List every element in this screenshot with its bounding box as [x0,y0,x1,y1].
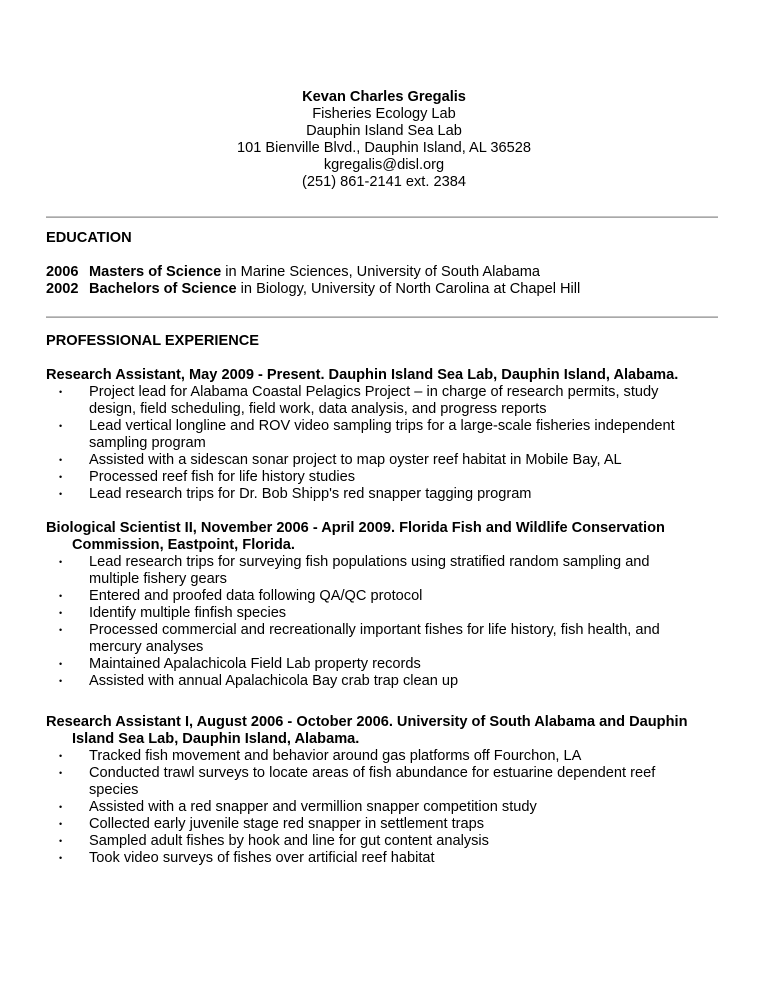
list-item: • Lead vertical longline and ROV video sampling trips for a large-scale fisheries independent sampling program [59,418,675,451]
bullet-icon: • [59,489,63,499]
list-item: • Identify multiple finfish species [59,605,287,621]
list-item: • Entered and proofed data following QA/QC protocol [59,588,423,604]
bullet-icon: • [59,802,63,812]
email-address: kgregalis@disl.org [323,157,445,173]
education-heading: EDUCATION [46,230,132,246]
bullet-icon: • [59,608,63,618]
education-year: 2006 [46,264,79,280]
person-name: Kevan Charles Gregalis [302,89,466,105]
mailing-address: 101 Bienville Blvd., Dauphin Island, AL 36528 [237,140,531,156]
list-item: • Tracked fish movement and behavior around gas platforms off Fourchon, LA [59,748,582,764]
experience-heading: PROFESSIONAL EXPERIENCE [46,333,260,349]
education-detail: in Marine Sciences, University of South Alabama [221,264,541,280]
bullet-icon: • [59,625,63,635]
bullet-icon: • [59,836,63,846]
job-entry [46,714,726,867]
list-item: • Took video surveys of fishes over artificial reef habitat [59,850,435,866]
list-item: • Collected early juvenile stage red snapper in settlement traps [59,816,485,832]
list-item: • Maintained Apalachicola Field Lab property records [59,656,421,672]
job-duties [46,384,726,503]
divider [46,216,718,218]
bullet-icon: • [59,591,63,601]
job-entry [46,367,726,503]
bullet-icon: • [59,472,63,482]
job-title: Biological Scientist II, November 2006 - April 2009. Florida Fish and Wildlife Conservation Commission, Eastpoint, Florida. [46,520,665,553]
bullet-icon: • [59,387,63,397]
contact-header [0,89,768,191]
bullet-icon: • [59,768,63,778]
job-title: Research Assistant I, August 2006 - October 2006. University of South Alabama and Dauphin Island Sea Lab, Dauphin Island, Alabama. [46,714,688,747]
job-duties [46,554,726,690]
bullet-icon: • [59,676,63,686]
list-item: • Lead research trips for Dr. Bob Shipp's red snapper tagging program [59,486,532,502]
list-item: • Conducted trawl surveys to locate areas of fish abundance for estuarine dependent reef species [59,765,656,798]
phone-number: (251) 861-2141 ext. 2384 [302,174,466,190]
job-title: Research Assistant, May 2009 - Present. Dauphin Island Sea Lab, Dauphin Island, Alabama. [46,367,679,383]
list-item: • Project lead for Alabama Coastal Pelagics Project – in charge of research permits, study design, field scheduling, field work, data analysis, and progress reports [59,384,659,417]
education-detail: in Biology, University of North Carolina at Chapel Hill [236,281,581,297]
bullet-icon: • [59,455,63,465]
institution-name: Dauphin Island Sea Lab [306,123,462,139]
bullet-icon: • [59,421,63,431]
job-entry [46,520,726,690]
list-item: • Sampled adult fishes by hook and line for gut content analysis [59,833,489,849]
bullet-icon: • [59,659,63,669]
list-item: • Assisted with a red snapper and vermillion snapper competition study [59,799,537,815]
bullet-icon: • [59,853,63,863]
list-item: • Processed reef fish for life history studies [59,469,356,485]
education-year: 2002 [46,281,79,297]
bullet-icon: • [59,557,63,567]
education-degree: Masters of Science [89,264,222,280]
education-entry [46,281,580,298]
lab-name: Fisheries Ecology Lab [312,106,456,122]
divider [46,316,718,318]
education-entry [46,264,540,281]
list-item: • Assisted with annual Apalachicola Bay crab trap clean up [59,673,459,689]
list-item: • Assisted with a sidescan sonar project to map oyster reef habitat in Mobile Bay, AL [59,452,622,468]
bullet-icon: • [59,819,63,829]
list-item: • Processed commercial and recreationally important fishes for life history, fish health, and mercury analyses [59,622,660,655]
job-duties [46,748,726,867]
education-degree: Bachelors of Science [89,281,237,297]
bullet-icon: • [59,751,63,761]
list-item: • Lead research trips for surveying fish populations using stratified random sampling and multiple fishery gears [59,554,650,587]
